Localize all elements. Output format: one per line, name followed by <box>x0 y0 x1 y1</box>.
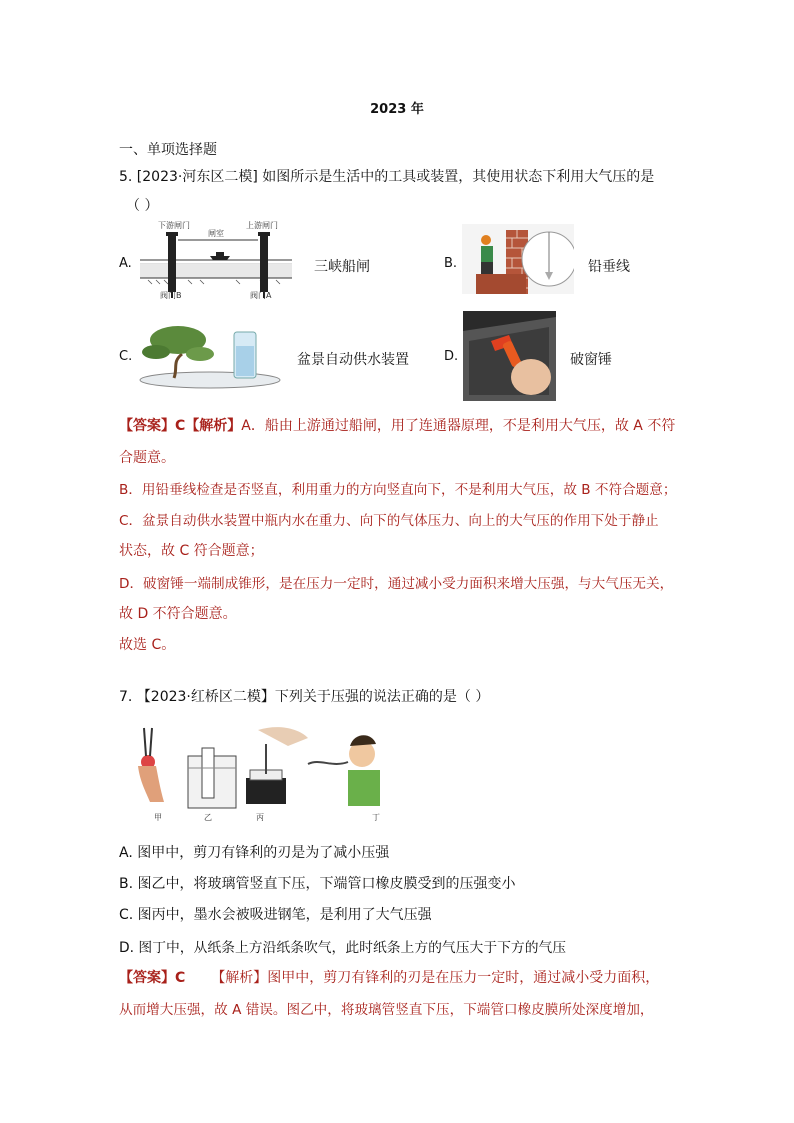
q5-option-b-letter: B. <box>444 256 458 271</box>
chamber-label: 闸室 <box>208 229 224 238</box>
q5-option-a-caption: 三峡船闸 <box>314 259 370 275</box>
q7-option-b: B. 图乙中，将玻璃管竖直下压，下端管口橡皮膜受到的压强变小 <box>119 876 516 892</box>
q5-paren: （ ） <box>126 198 159 214</box>
q5-analysis-line-4: C．盆景自动供水装置中瓶内水在重力、向下的气体压力、向上的大气压的作用下处于静止 <box>119 513 659 529</box>
valve-a-label: 阀门A <box>250 291 272 300</box>
q5-option-c-caption: 盆景自动供水装置 <box>297 352 409 368</box>
q7-option-c: C. 图丙中，墨水会被吸进钢笔，是利用了大气压强 <box>119 907 432 923</box>
q5-analysis-line-1: 【答案】C【解析】A．船由上游通过船闸，用了连通器原理，不是利用大气压，故 A 不符 <box>119 418 676 434</box>
scissors-figure <box>138 728 164 802</box>
q5-answer-tag: 【答案】C【解析】 <box>119 418 242 434</box>
figure-label-yi: 乙 <box>204 813 212 822</box>
figure-label-ding: 丁 <box>372 813 380 822</box>
q7-figure <box>128 722 390 824</box>
q5-analysis-line-8: 故选 C。 <box>119 637 176 653</box>
q5-analysis-line-5: 状态，故 C 符合题意； <box>119 543 264 559</box>
figure-label-jia: 甲 <box>154 813 162 822</box>
q5-analysis-line-3: B．用铅垂线检查是否竖直，利用重力的方向竖直向下，不是利用大气压，故 B 不符合题意； <box>119 482 677 498</box>
plumb-line-image <box>462 224 574 294</box>
figure-label-bing: 丙 <box>256 813 264 822</box>
q7-option-d: D. 图丁中，从纸条上方沿纸条吹气，此时纸条上方的气压大于下方的气压 <box>119 940 567 956</box>
q5-option-d-caption: 破窗锤 <box>570 352 612 368</box>
valve-b-label: 阀门B <box>160 291 182 300</box>
up-gate-label: 上游闸门 <box>246 221 278 230</box>
beaker-figure <box>188 748 236 808</box>
q5-stem: 5. [2023·河东区二模] 如图所示是生活中的工具或装置，其使用状态下利用大气压的是 <box>119 169 655 185</box>
q7-stem: 7. 【2023·红桥区二模】下列关于压强的说法正确的是（ ） <box>119 689 490 705</box>
section-heading: 一、单项选择题 <box>119 142 217 158</box>
q7-option-a: A. 图甲中，剪刀有锋利的刃是为了减小压强 <box>119 845 390 861</box>
q5-analysis-line-2: 合题意。 <box>119 450 175 466</box>
ship-lock-diagram <box>140 220 292 302</box>
bonsai-water-supply-image <box>138 318 282 392</box>
q5-option-c-letter: C. <box>119 349 133 364</box>
q7-answer-tag: 【答案】C <box>119 970 186 986</box>
q7-analysis-line-2: 从而增大压强，故 A 错误。图乙中，将玻璃管竖直下压，下端管口橡皮膜所处深度增加， <box>119 1002 654 1018</box>
q7-analysis-line-1: 【答案】C 【解析】图甲中，剪刀有锋利的刃是在压力一定时，通过减小受力面积， <box>119 970 660 986</box>
q5-option-b-caption: 铅垂线 <box>588 259 630 275</box>
q5-option-a-letter: A. <box>119 256 132 271</box>
q5-option-d-letter: D. <box>444 349 459 364</box>
q5-analysis-line-6: D．破窗锤一端制成锥形，是在压力一定时，通过减小受力面积来增大压强，与大气压无关， <box>119 576 674 592</box>
ink-bottle-figure <box>246 727 308 804</box>
boy-blowing-figure <box>308 735 380 806</box>
page-title: 2023 年 <box>370 102 424 117</box>
down-gate-label: 下游闸门 <box>158 221 190 230</box>
q5-analysis-line-7: 故 D 不符合题意。 <box>119 606 237 622</box>
window-breaker-image <box>463 311 556 401</box>
